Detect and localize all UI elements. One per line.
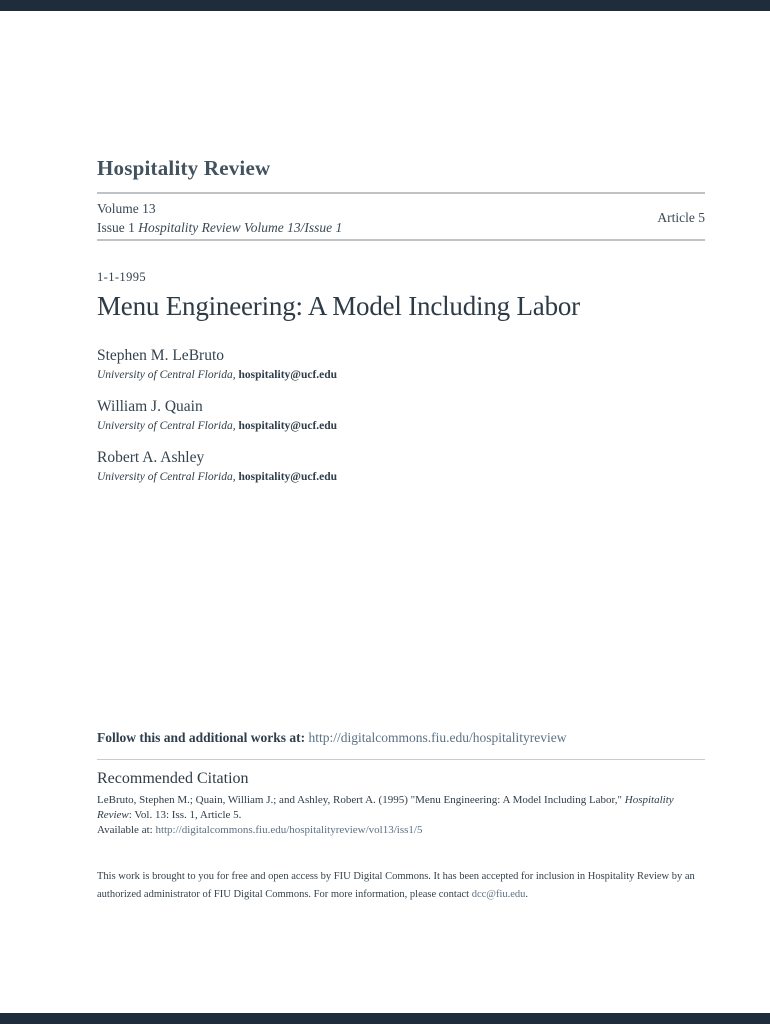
volume-label: Volume 13 [97, 200, 156, 216]
issue-prefix: Issue 1 [97, 219, 139, 235]
footer-line-2 [97, 886, 757, 904]
article-url-link[interactable]: http://digitalcommons.fiu.edu/hospitalityreview/vol13/iss1/5 [155, 824, 423, 836]
author-block [97, 448, 337, 485]
top-bar [0, 0, 770, 11]
journal-title: Hospitality Review [97, 156, 271, 180]
footer-text-part: authorized administrator of FIU Digital Commons. For more information, please contact [97, 889, 472, 900]
author-name: Stephen M. LeBruto [97, 347, 224, 364]
recommended-citation-heading: Recommended Citation [97, 770, 249, 787]
footer-line-1: This work is brought to you for free and open access by FIU Digital Commons. It has been accepted for inclusion in Hospitality Review by an [97, 871, 695, 882]
author-name: William J. Quain [97, 398, 203, 415]
citation-text [97, 793, 757, 838]
citation-journal-italic: Hospitality [624, 794, 674, 806]
affiliation-text: University of Central Florida, [97, 471, 236, 483]
author-affiliation [97, 368, 337, 383]
issue-italic-title: Hospitality Review Volume 13/Issue 1 [138, 219, 343, 235]
author-block [97, 346, 337, 383]
author-affiliation [97, 419, 337, 434]
author-block [97, 397, 337, 434]
citation-line-3 [97, 823, 757, 838]
citation-text-part: LeBruto, Stephen M.; Quain, William J.; and Ashley, Robert A. (1995) "Menu Engineering: A Model Including Labor," [97, 794, 625, 806]
publication-date: 1-1-1995 [97, 270, 147, 284]
bottom-bar [0, 1013, 770, 1024]
affiliation-text: University of Central Florida, [97, 369, 236, 381]
repository-link[interactable]: http://digitalcommons.fiu.edu/hospitalityreview [308, 730, 567, 745]
citation-line-2 [97, 808, 757, 823]
author-email: hospitality@ucf.edu [238, 471, 338, 483]
issue-label [97, 220, 342, 236]
citation-text-part: : Vol. 13: Iss. 1, Article 5. [128, 809, 242, 821]
article-title: Menu Engineering: A Model Including Labor [97, 291, 580, 321]
volume-issue-row [97, 197, 705, 239]
contact-email-link[interactable]: dcc@fiu.edu [471, 889, 526, 900]
available-at-label: Available at: [97, 824, 156, 836]
follow-works-line [97, 730, 567, 746]
citation-line-1 [97, 793, 757, 808]
author-email: hospitality@ucf.edu [238, 369, 338, 381]
footer-period: . [525, 889, 529, 900]
header-rule-top [97, 192, 705, 194]
author-email: hospitality@ucf.edu [238, 420, 338, 432]
citation-journal-italic: Review [97, 809, 129, 821]
author-list [97, 346, 337, 499]
follow-works-label: Follow this and additional works at: [97, 730, 309, 745]
header-rule-bottom [97, 239, 705, 241]
article-number: Article 5 [657, 210, 705, 225]
author-name: Robert A. Ashley [97, 449, 205, 466]
footer-note [97, 868, 757, 904]
affiliation-text: University of Central Florida, [97, 420, 236, 432]
citation-rule [97, 759, 705, 760]
author-affiliation [97, 470, 337, 485]
